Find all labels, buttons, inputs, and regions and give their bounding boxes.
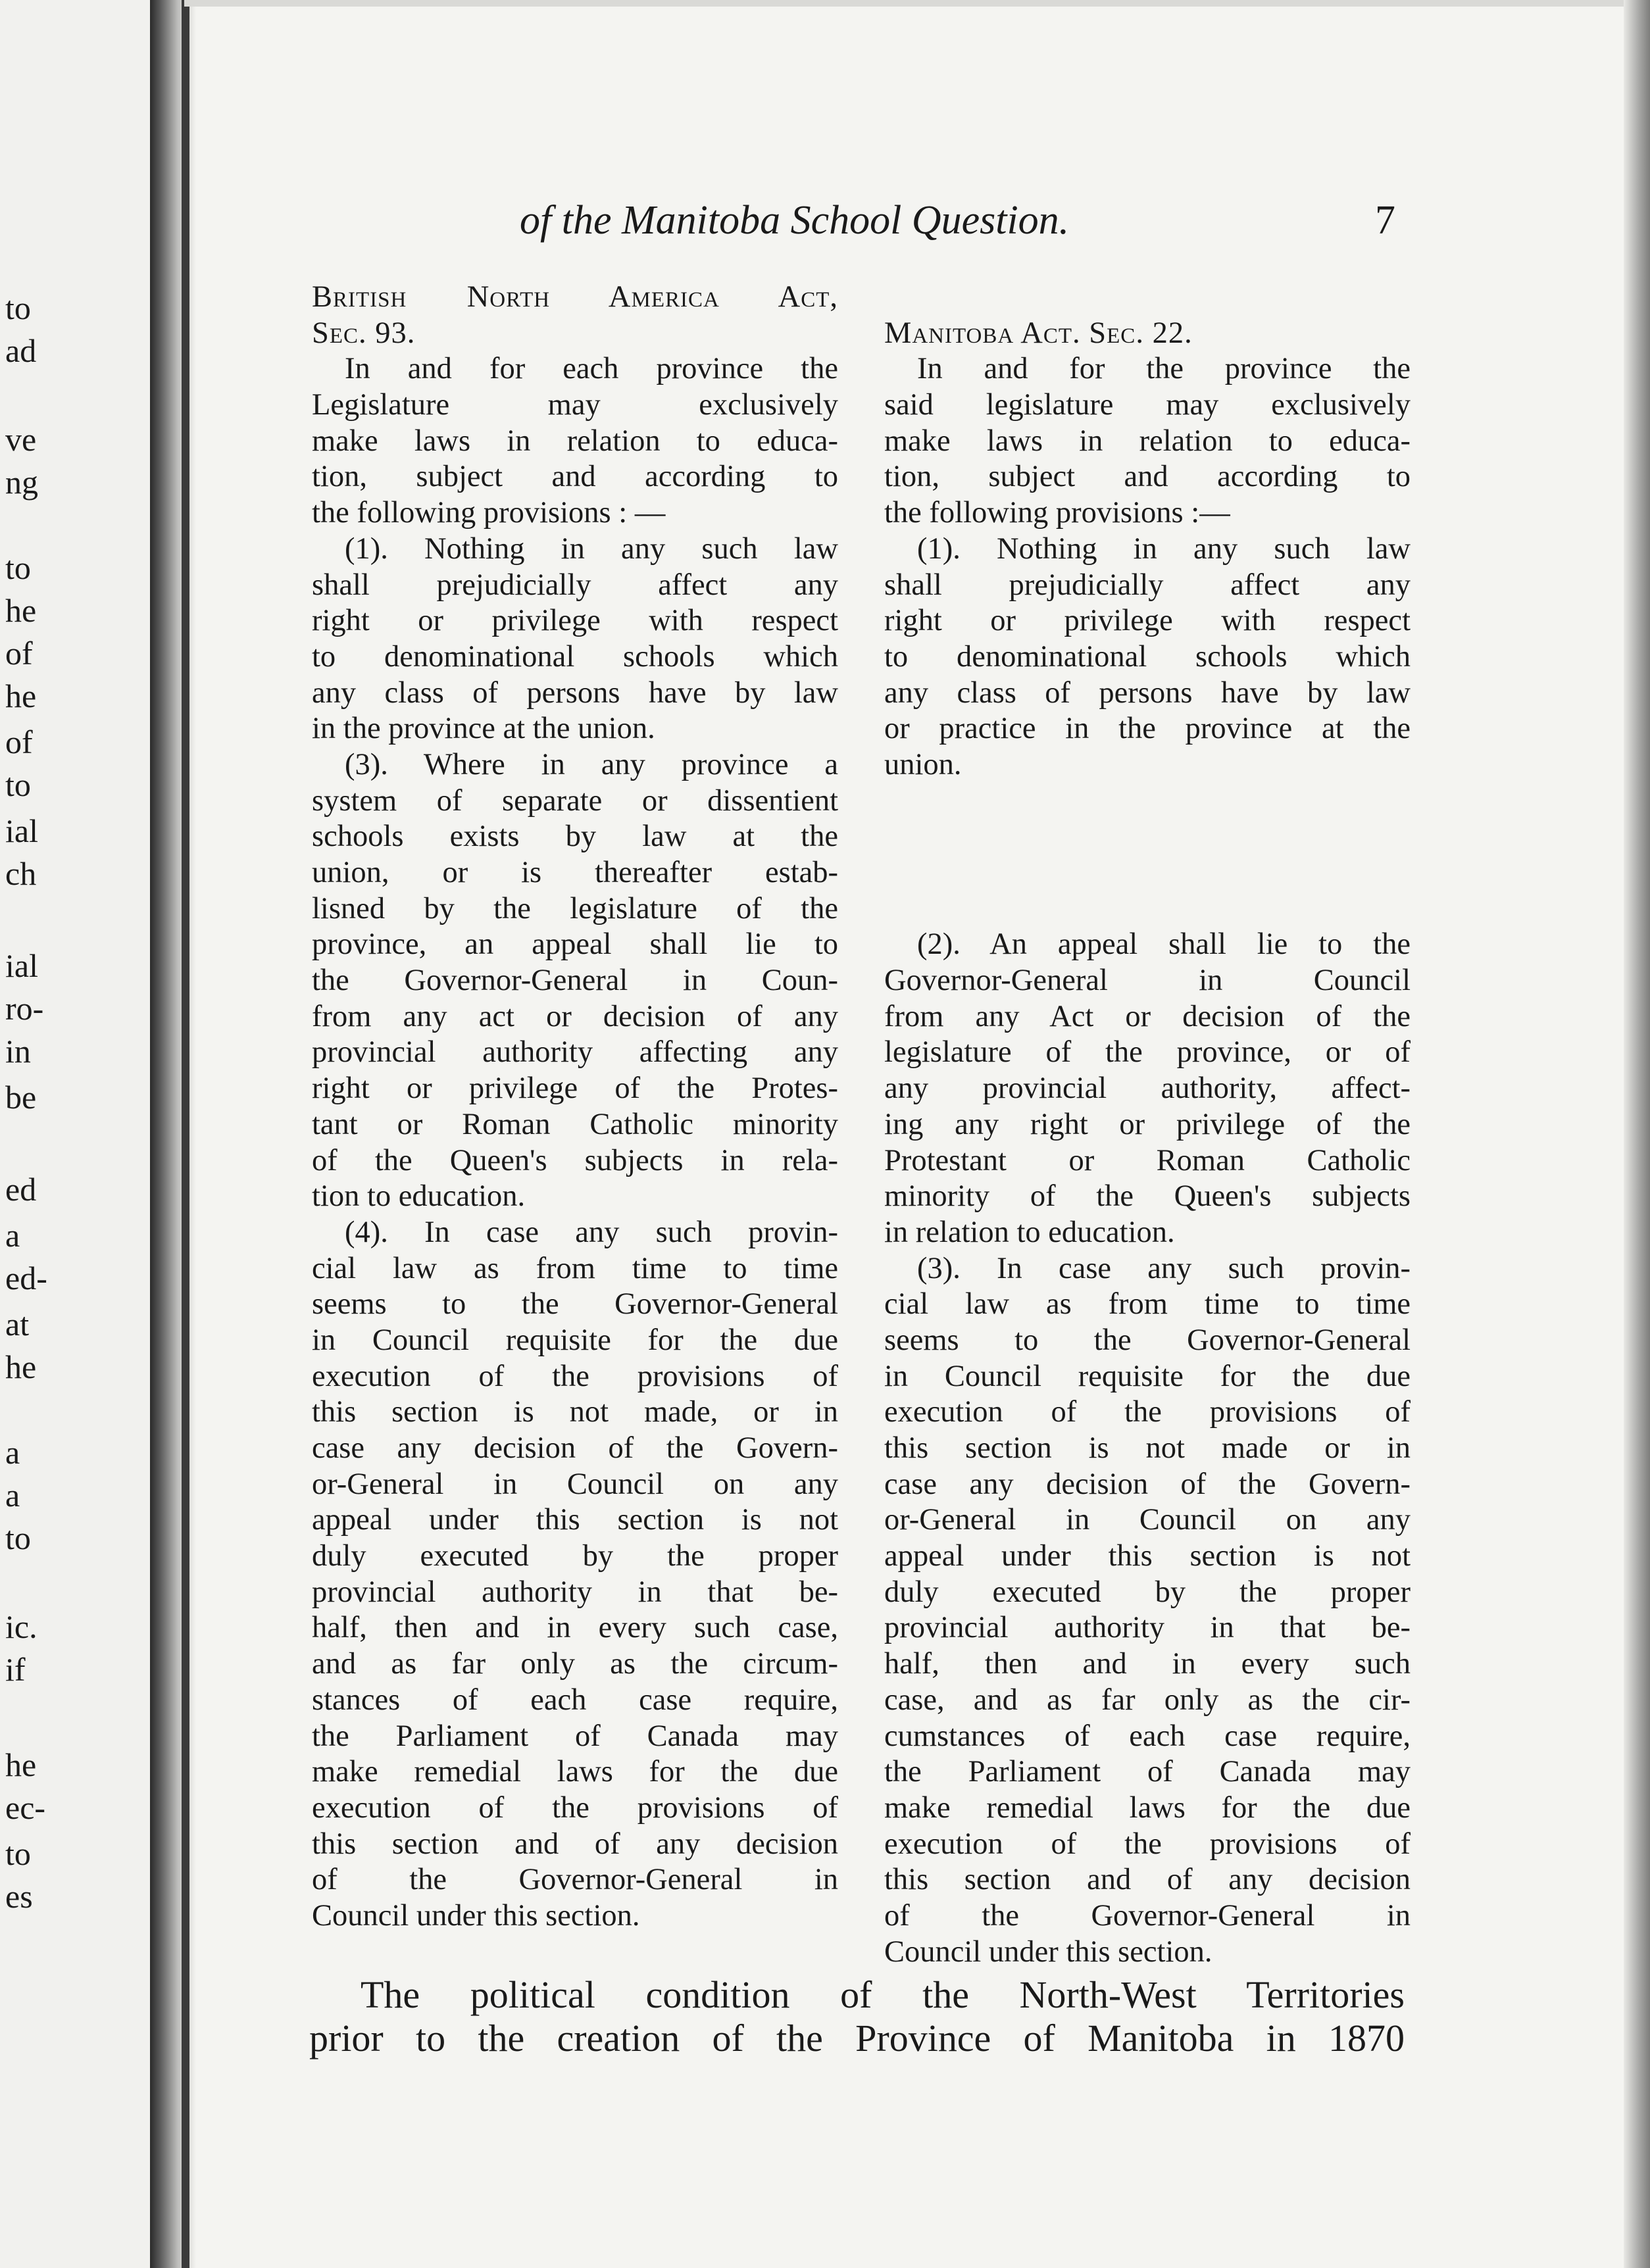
text-line: In and for each province the bbox=[345, 352, 838, 386]
text-line: make remedial laws for the due bbox=[312, 1755, 838, 1789]
text-line: (2). An appeal shall lie to the bbox=[917, 927, 1411, 962]
text-line: or-General in Council on any bbox=[884, 1503, 1411, 1537]
left-column-text bbox=[312, 351, 838, 1934]
text-line: the following provisions : — bbox=[312, 496, 666, 530]
facing-page-fragment: to bbox=[5, 289, 31, 326]
text-line: duly executed by the proper bbox=[884, 1575, 1411, 1609]
text-line: in relation to education. bbox=[884, 1215, 1175, 1249]
text-line: any class of persons have by law bbox=[312, 676, 838, 710]
text-line: cial law as from time to time bbox=[884, 1287, 1411, 1321]
facing-page-edge bbox=[0, 0, 151, 2268]
text-line: from any Act or decision of the bbox=[884, 999, 1411, 1033]
text-line: tion, subject and according to bbox=[884, 460, 1411, 494]
facing-page-fragment: at bbox=[5, 1306, 30, 1343]
text-line: half, then and in every such bbox=[884, 1647, 1411, 1681]
text-line: or practice in the province at the bbox=[884, 712, 1411, 746]
text-line: system of separate or dissentient bbox=[312, 783, 838, 818]
facing-page-fragment: ial bbox=[5, 812, 38, 849]
text-line: of the Queen's subjects in rela- bbox=[312, 1143, 838, 1177]
footer-line: prior to the creation of the Province of Manitoba in 1870 bbox=[309, 2017, 1405, 2059]
text-line: lisned by the legislature of the bbox=[312, 891, 838, 925]
text-line: right or privilege of the Protes- bbox=[312, 1072, 838, 1106]
text-line: the Parliament of Canada may bbox=[884, 1755, 1411, 1789]
footer-line: The political condition of the North-West Territories bbox=[361, 1973, 1405, 2016]
text-line: schools exists by law at the bbox=[312, 820, 838, 854]
left-heading-line: British North America Act, bbox=[312, 280, 838, 314]
text-line: Council under this section. bbox=[884, 1935, 1212, 1969]
facing-page-fragment: ad bbox=[5, 332, 37, 369]
right-column-text-part-1 bbox=[884, 351, 1411, 783]
text-line: shall prejudicially affect any bbox=[884, 568, 1411, 602]
text-line: case any decision of the Govern- bbox=[884, 1467, 1411, 1501]
facing-page-fragment: ng bbox=[5, 464, 38, 501]
top-edge bbox=[184, 0, 1624, 7]
text-line: (1). Nothing in any such law bbox=[345, 531, 838, 566]
facing-page-fragment: ro- bbox=[5, 990, 44, 1027]
text-line: this section is not made, or in bbox=[312, 1395, 838, 1429]
facing-page-fragment: in bbox=[5, 1033, 31, 1070]
text-line: right or privilege with respect bbox=[312, 604, 838, 638]
facing-page-fragment: to bbox=[5, 766, 31, 803]
running-head: of the Manitoba School Question. bbox=[520, 198, 1070, 243]
left-column-bna-act bbox=[312, 280, 838, 1935]
text-line: the Governor-General in Coun- bbox=[312, 964, 838, 998]
blank-line bbox=[884, 855, 1411, 891]
page-number: 7 bbox=[1375, 198, 1395, 243]
facing-page-fragment: he bbox=[5, 592, 37, 629]
text-line: to denominational schools which bbox=[884, 639, 1411, 674]
text-line: province, an appeal shall lie to bbox=[312, 927, 838, 962]
facing-page-fragment: he bbox=[5, 678, 37, 714]
text-line: Protestant or Roman Catholic bbox=[884, 1143, 1411, 1177]
facing-page-fragment: to bbox=[5, 1519, 31, 1556]
facing-page-fragment: ial bbox=[5, 947, 38, 984]
left-heading-line: Sec. 93. bbox=[312, 316, 416, 350]
text-line: (3). Where in any province a bbox=[345, 747, 838, 781]
text-line: this section and of any decision bbox=[884, 1863, 1411, 1897]
heading-spacer bbox=[884, 280, 1411, 316]
text-line: half, then and in every such case, bbox=[312, 1611, 838, 1645]
text-line: duly executed by the proper bbox=[312, 1539, 838, 1573]
right-column-manitoba-act bbox=[884, 280, 1411, 1970]
facing-page-fragment: ve bbox=[5, 421, 37, 458]
text-line: provincial authority affecting any bbox=[312, 1035, 838, 1070]
facing-page-fragment: be bbox=[5, 1079, 37, 1116]
text-line: the following provisions :— bbox=[884, 496, 1230, 530]
text-line: of the Governor-General in bbox=[312, 1863, 838, 1897]
facing-page-fragment: ed- bbox=[5, 1260, 47, 1296]
text-line: legislature of the province, or of bbox=[884, 1035, 1411, 1070]
text-line: union. bbox=[884, 747, 962, 781]
text-line: and as far only as the circum- bbox=[312, 1647, 838, 1681]
text-line: execution of the provisions of bbox=[312, 1790, 838, 1825]
facing-page-fragment: ec- bbox=[5, 1789, 46, 1826]
text-line: Governor-General in Council bbox=[884, 964, 1411, 998]
text-line: in the province at the union. bbox=[312, 712, 655, 746]
blank-line bbox=[884, 891, 1411, 927]
right-column-text-part-2 bbox=[884, 927, 1411, 1970]
text-line: the Parliament of Canada may bbox=[312, 1719, 838, 1753]
text-line: (3). In case any such provin- bbox=[917, 1251, 1411, 1285]
text-line: (1). Nothing in any such law bbox=[917, 531, 1411, 566]
section-heading-footer bbox=[309, 1973, 1405, 2060]
text-line: union, or is thereafter estab- bbox=[312, 856, 838, 889]
text-line: cial law as from time to time bbox=[312, 1251, 838, 1285]
text-line: case, and as far only as the cir- bbox=[884, 1683, 1411, 1717]
text-line: seems to the Governor-General bbox=[312, 1287, 838, 1321]
facing-page-fragment: if bbox=[5, 1651, 26, 1688]
text-line: appeal under this section is not bbox=[312, 1503, 838, 1537]
text-line: execution of the provisions of bbox=[884, 1395, 1411, 1429]
text-line: to denominational schools which bbox=[312, 639, 838, 674]
right-heading: Manitoba Act. Sec. 22. bbox=[884, 316, 1193, 350]
text-line: execution of the provisions of bbox=[884, 1827, 1411, 1861]
facing-page-fragment: ed bbox=[5, 1171, 37, 1208]
text-line: said legislature may exclusively bbox=[884, 388, 1411, 422]
text-line: In and for the province the bbox=[917, 352, 1411, 386]
text-line: Legislature may exclusively bbox=[312, 388, 838, 422]
text-line: Council under this section. bbox=[312, 1898, 640, 1933]
facing-page-fragment: to bbox=[5, 1835, 31, 1872]
text-line: in Council requisite for the due bbox=[312, 1323, 838, 1357]
gutter-line bbox=[182, 0, 189, 2268]
text-line: stances of each case require, bbox=[312, 1683, 838, 1717]
facing-page-fragment: a bbox=[5, 1434, 20, 1471]
text-line: case any decision of the Govern- bbox=[312, 1431, 838, 1465]
facing-page-fragment: ch bbox=[5, 855, 37, 892]
text-line: shall prejudicially affect any bbox=[312, 568, 838, 602]
text-line: or-General in Council on any bbox=[312, 1467, 838, 1501]
right-page-shadow bbox=[1624, 0, 1650, 2268]
text-line: tant or Roman Catholic minority bbox=[312, 1107, 838, 1141]
text-line: in Council requisite for the due bbox=[884, 1359, 1411, 1393]
facing-page-fragment: of bbox=[5, 724, 33, 760]
text-line: minority of the Queen's subjects bbox=[884, 1179, 1411, 1214]
text-line: tion to education. bbox=[312, 1179, 526, 1214]
facing-page-fragment: he bbox=[5, 1746, 37, 1783]
text-line: from any act or decision of any bbox=[312, 999, 838, 1033]
facing-page-fragment: of bbox=[5, 635, 33, 672]
text-line: any class of persons have by law bbox=[884, 676, 1411, 710]
text-line: appeal under this section is not bbox=[884, 1539, 1411, 1573]
text-line: make laws in relation to educa- bbox=[884, 424, 1411, 458]
facing-page-fragment: to bbox=[5, 549, 31, 586]
text-line: seems to the Governor-General bbox=[884, 1323, 1411, 1357]
blank-line bbox=[884, 783, 1411, 820]
text-line: execution of the provisions of bbox=[312, 1359, 838, 1393]
text-line: any provincial authority, affect- bbox=[884, 1072, 1411, 1106]
text-line: this section and of any decision bbox=[312, 1827, 838, 1861]
text-line: provincial authority in that be- bbox=[312, 1575, 838, 1609]
text-line: (4). In case any such provin- bbox=[345, 1215, 838, 1249]
text-line: tion, subject and according to bbox=[312, 460, 838, 494]
text-line: cumstances of each case require, bbox=[884, 1719, 1411, 1753]
text-line: of the Governor-General in bbox=[884, 1898, 1411, 1933]
facing-page-fragment: ic. bbox=[5, 1608, 38, 1645]
text-line: make laws in relation to educa- bbox=[312, 424, 838, 458]
text-line: right or privilege with respect bbox=[884, 604, 1411, 638]
text-line: make remedial laws for the due bbox=[884, 1790, 1411, 1825]
facing-page-fragment: he bbox=[5, 1348, 37, 1385]
facing-page-fragment: a bbox=[5, 1217, 20, 1254]
facing-page-fragment: es bbox=[5, 1878, 33, 1915]
text-line: provincial authority in that be- bbox=[884, 1611, 1411, 1645]
facing-page-fragment: a bbox=[5, 1477, 20, 1514]
blank-line bbox=[884, 819, 1411, 855]
text-line: this section is not made or in bbox=[884, 1431, 1411, 1465]
text-line: ing any right or privilege of the bbox=[884, 1107, 1411, 1141]
